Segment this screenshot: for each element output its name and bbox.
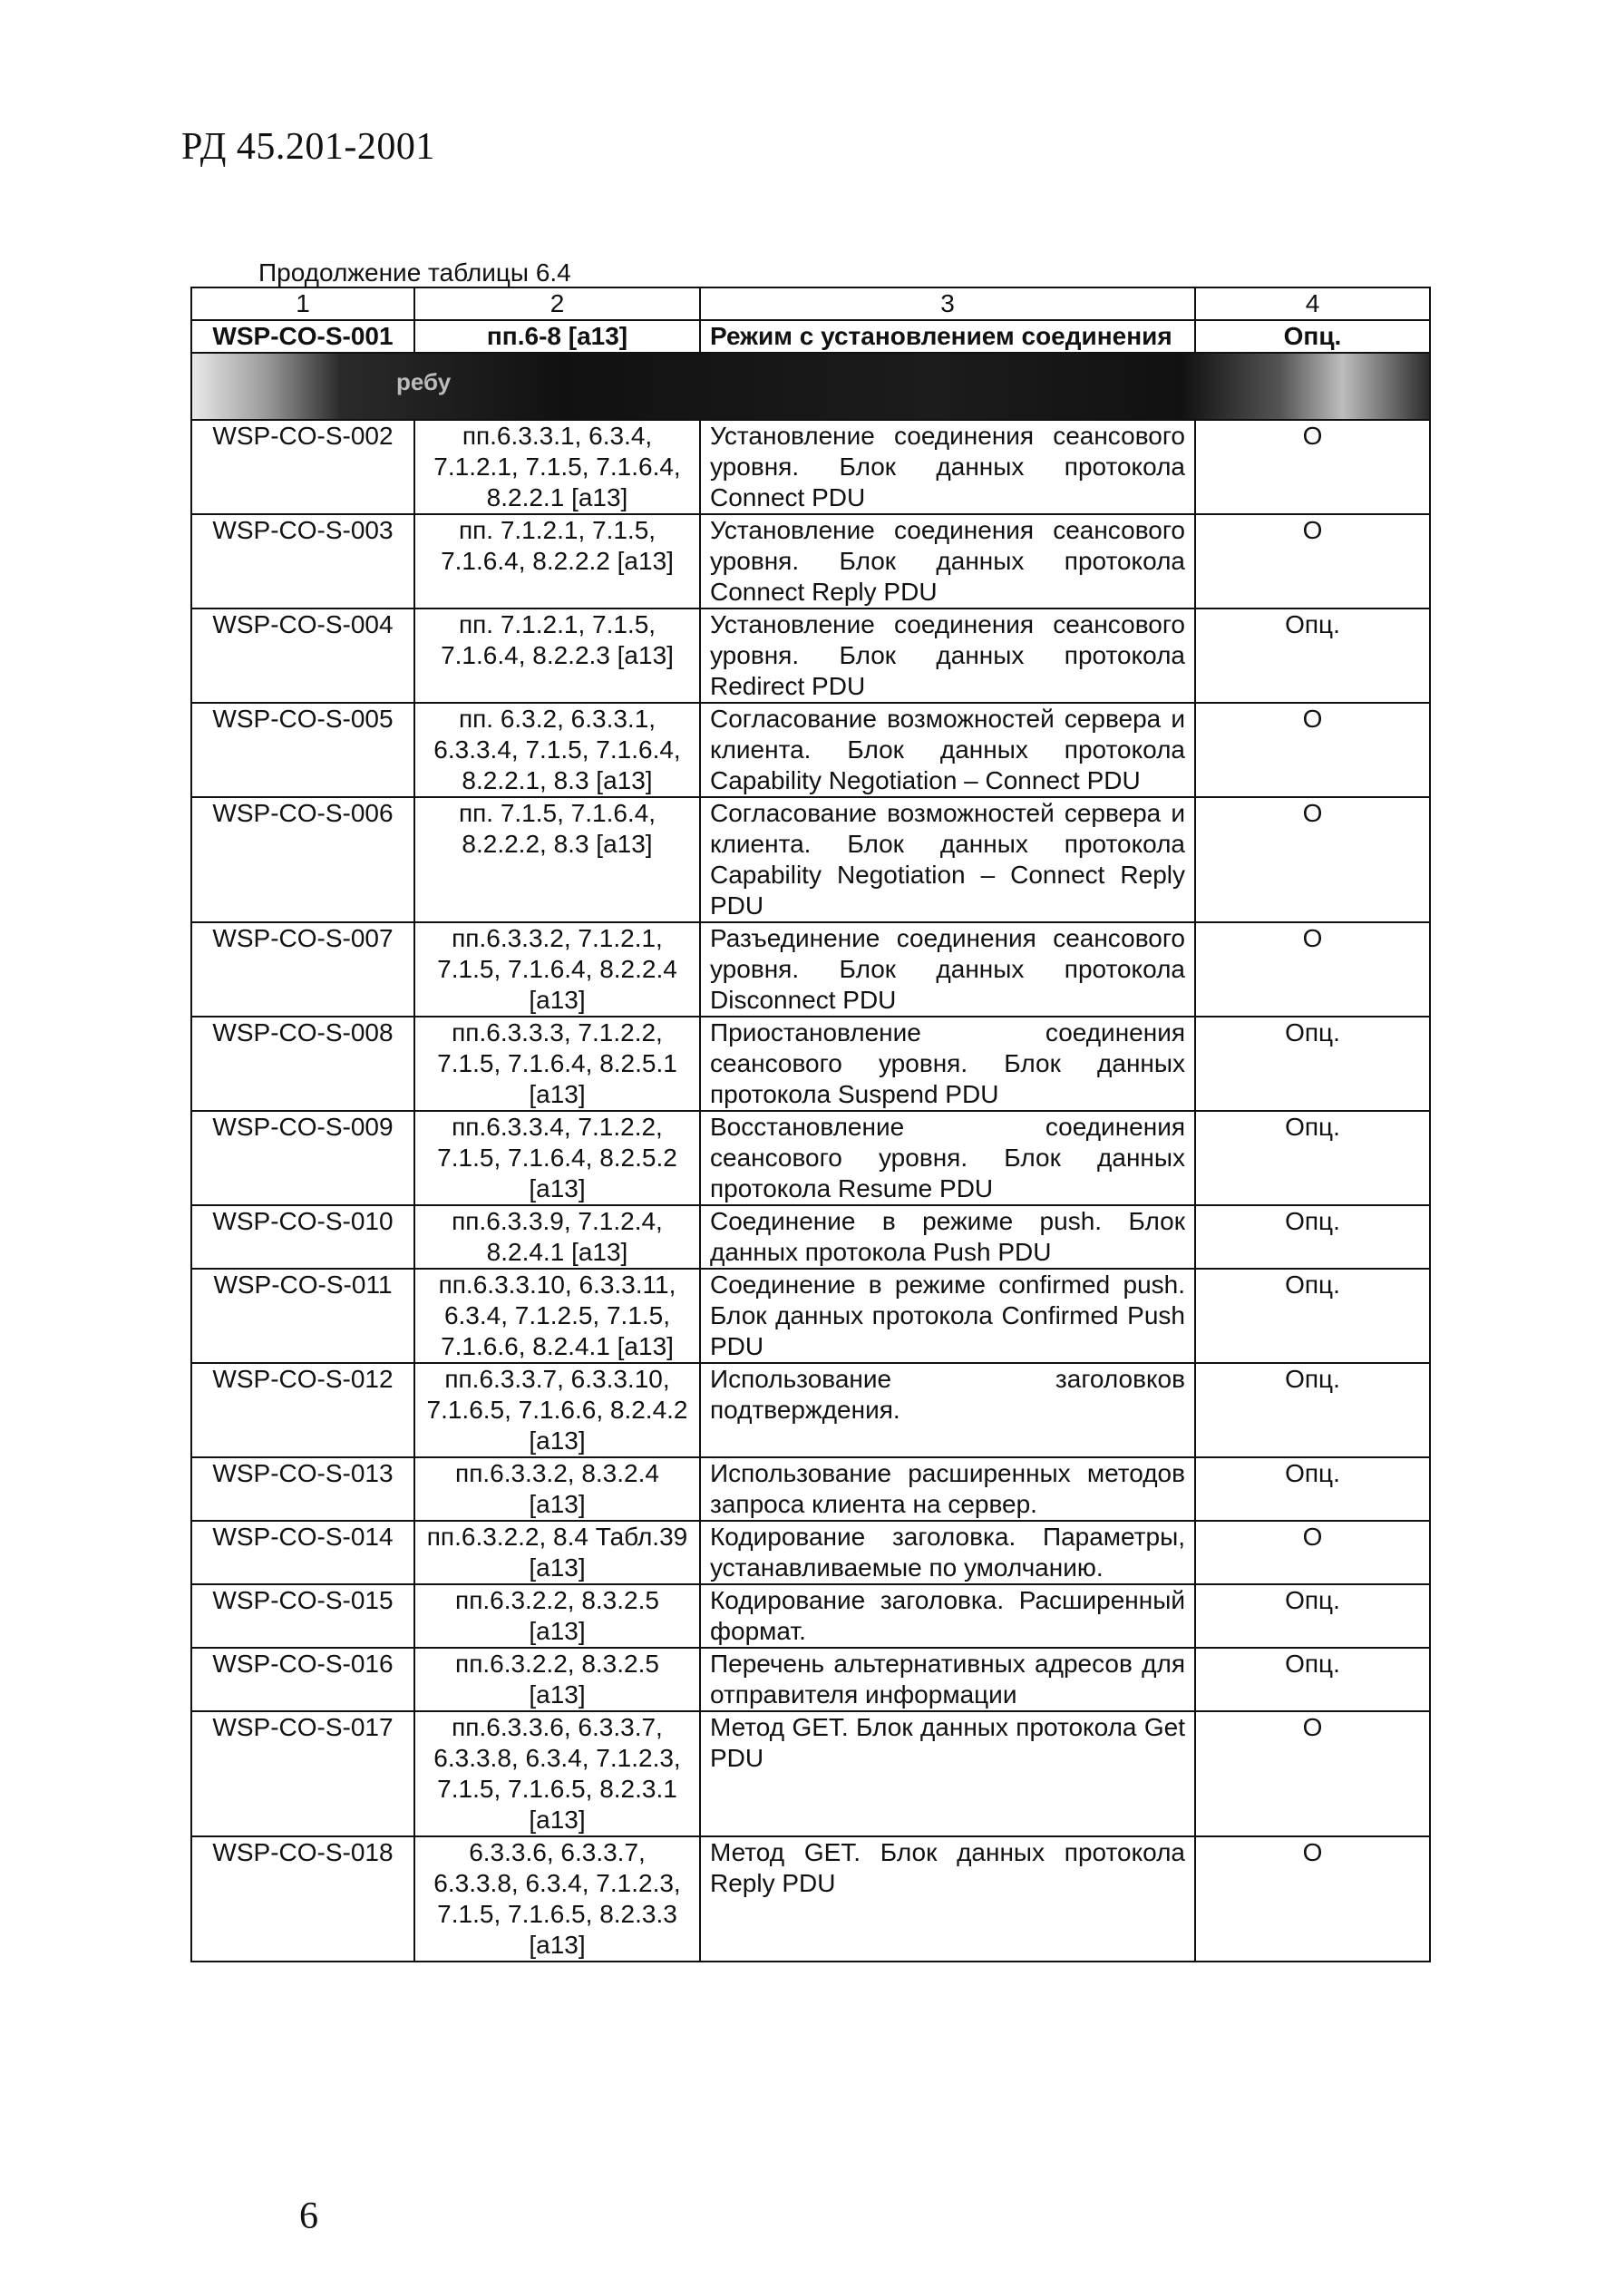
document-number: РД 45.201-2001 xyxy=(181,126,435,168)
column-number: 3 xyxy=(700,287,1195,320)
requirement-id: WSP-CO-S-001 xyxy=(191,320,414,353)
description-cell: Соединение в режиме confirmed push. Блок данных протокола Confirmed Push PDU xyxy=(700,1269,1195,1363)
description-cell: Кодирование заголовка. Расширенный формат. xyxy=(700,1584,1195,1648)
requirement-id: WSP-CO-S-011 xyxy=(191,1269,414,1363)
status-cell: О xyxy=(1195,1836,1430,1962)
status-cell: Опц. xyxy=(1195,1205,1430,1269)
description-cell: Согласование возможностей сервера и клиента. Блок данных протокола Capability Negotiation – Connect Reply PDU xyxy=(700,797,1195,922)
description-cell: Перечень альтернативных адресов для отправителя информации xyxy=(700,1648,1195,1711)
description-cell: Согласование возможностей сервера и клиента. Блок данных протокола Capability Negotiation – Connect PDU xyxy=(700,703,1195,797)
obscured-band-text: ребу xyxy=(396,368,452,395)
reference-cell: пп. 7.1.2.1, 7.1.5, 7.1.6.4, 8.2.2.2 [a13] xyxy=(414,514,700,609)
status-cell: О xyxy=(1195,514,1430,609)
description-cell: Метод GET. Блок данных протокола Get PDU xyxy=(700,1711,1195,1836)
table-row xyxy=(191,609,1430,703)
requirement-id: WSP-CO-S-012 xyxy=(191,1363,414,1457)
table-row xyxy=(191,1521,1430,1584)
column-number: 4 xyxy=(1195,287,1430,320)
reference-cell: пп.6.3.2.2, 8.3.2.5 [a13] xyxy=(414,1648,700,1711)
table-row xyxy=(191,1363,1430,1457)
description-cell: Кодирование заголовка. Параметры, устанавливаемые по умолчанию. xyxy=(700,1521,1195,1584)
column-number-row xyxy=(191,287,1430,320)
requirement-id: WSP-CO-S-008 xyxy=(191,1017,414,1111)
status-cell: Опц. xyxy=(1195,1111,1430,1205)
table-row-section-header xyxy=(191,320,1430,353)
obscured-band-cell xyxy=(191,353,1430,420)
reference-cell: пп.6.3.3.2, 7.1.2.1, 7.1.5, 7.1.6.4, 8.2.2.4 [a13] xyxy=(414,922,700,1017)
status-cell: О xyxy=(1195,797,1430,922)
reference-cell: пп.6.3.3.6, 6.3.3.7, 6.3.3.8, 6.3.4, 7.1.2.3, 7.1.5, 7.1.6.5, 8.2.3.1 [a13] xyxy=(414,1711,700,1836)
table-row xyxy=(191,1111,1430,1205)
requirement-id: WSP-CO-S-016 xyxy=(191,1648,414,1711)
description-cell: Соединение в режиме push. Блок данных протокола Push PDU xyxy=(700,1205,1195,1269)
status-cell: Опц. xyxy=(1195,1457,1430,1521)
table-row xyxy=(191,1584,1430,1648)
status-cell: Опц. xyxy=(1195,1584,1430,1648)
requirement-id: WSP-CO-S-009 xyxy=(191,1111,414,1205)
table-row xyxy=(191,514,1430,609)
table-row xyxy=(191,922,1430,1017)
page-number: 6 xyxy=(299,2196,318,2237)
status-cell: О xyxy=(1195,922,1430,1017)
status-cell: Опц. xyxy=(1195,1648,1430,1711)
reference-cell: пп.6-8 [a13] xyxy=(414,320,700,353)
reference-cell: пп.6.3.2.2, 8.3.2.5 [a13] xyxy=(414,1584,700,1648)
table-row xyxy=(191,797,1430,922)
column-number: 1 xyxy=(191,287,414,320)
description-cell: Установление соединения сеансового уровня. Блок данных протокола Connect Reply PDU xyxy=(700,514,1195,609)
description-cell: Использование заголовков подтверждения. xyxy=(700,1363,1195,1457)
requirement-id: WSP-CO-S-003 xyxy=(191,514,414,609)
requirement-id: WSP-CO-S-017 xyxy=(191,1711,414,1836)
reference-cell: пп.6.3.3.1, 6.3.4, 7.1.2.1, 7.1.5, 7.1.6.4, 8.2.2.1 [a13] xyxy=(414,420,700,514)
description-cell: Установление соединения сеансового уровня. Блок данных протокола Connect PDU xyxy=(700,420,1195,514)
table-row xyxy=(191,1836,1430,1962)
table-row xyxy=(191,703,1430,797)
reference-cell: пп.6.3.3.2, 8.3.2.4 [a13] xyxy=(414,1457,700,1521)
reference-cell: пп.6.3.3.7, 6.3.3.10, 7.1.6.5, 7.1.6.6, 8.2.4.2 [a13] xyxy=(414,1363,700,1457)
description-cell: Использование расширенных методов запроса клиента на сервер. xyxy=(700,1457,1195,1521)
status-cell: Опц. xyxy=(1195,609,1430,703)
requirement-id: WSP-CO-S-006 xyxy=(191,797,414,922)
table-row xyxy=(191,1205,1430,1269)
table-row xyxy=(191,1457,1430,1521)
description-cell: Установление соединения сеансового уровня. Блок данных протокола Redirect PDU xyxy=(700,609,1195,703)
reference-cell: пп.6.3.3.3, 7.1.2.2, 7.1.5, 7.1.6.4, 8.2.5.1 [a13] xyxy=(414,1017,700,1111)
requirement-id: WSP-CO-S-002 xyxy=(191,420,414,514)
requirement-id: WSP-CO-S-015 xyxy=(191,1584,414,1648)
requirement-id: WSP-CO-S-018 xyxy=(191,1836,414,1962)
status-cell: Опц. xyxy=(1195,1363,1430,1457)
column-number: 2 xyxy=(414,287,700,320)
requirement-id: WSP-CO-S-007 xyxy=(191,922,414,1017)
description-cell: Приостановление соединения сеансового уровня. Блок данных протокола Suspend PDU xyxy=(700,1017,1195,1111)
reference-cell: пп. 7.1.2.1, 7.1.5, 7.1.6.4, 8.2.2.3 [a13] xyxy=(414,609,700,703)
status-cell: О xyxy=(1195,1711,1430,1836)
description-cell: Режим с установлением соединения xyxy=(700,320,1195,353)
reference-cell: пп.6.3.3.4, 7.1.2.2, 7.1.5, 7.1.6.4, 8.2.5.2 [a13] xyxy=(414,1111,700,1205)
table-caption: Продолжение таблицы 6.4 xyxy=(258,258,571,287)
reference-cell: пп.6.3.3.10, 6.3.3.11, 6.3.4, 7.1.2.5, 7.1.5, 7.1.6.6, 8.2.4.1 [a13] xyxy=(414,1269,700,1363)
requirement-id: WSP-CO-S-004 xyxy=(191,609,414,703)
status-cell: Опц. xyxy=(1195,320,1430,353)
reference-cell: 6.3.3.6, 6.3.3.7, 6.3.3.8, 6.3.4, 7.1.2.3, 7.1.5, 7.1.6.5, 8.2.3.3 [a13] xyxy=(414,1836,700,1962)
description-cell: Метод GET. Блок данных протокола Reply PDU xyxy=(700,1836,1195,1962)
description-cell: Разъединение соединения сеансового уровня. Блок данных протокола Disconnect PDU xyxy=(700,922,1195,1017)
status-cell: О xyxy=(1195,703,1430,797)
requirement-id: WSP-CO-S-005 xyxy=(191,703,414,797)
reference-cell: пп. 6.3.2, 6.3.3.1, 6.3.3.4, 7.1.5, 7.1.6.4, 8.2.2.1, 8.3 [a13] xyxy=(414,703,700,797)
obscured-scan-band xyxy=(191,353,1430,420)
table-row xyxy=(191,1711,1430,1836)
reference-cell: пп.6.3.2.2, 8.4 Табл.39 [a13] xyxy=(414,1521,700,1584)
reference-cell: пп. 7.1.5, 7.1.6.4, 8.2.2.2, 8.3 [a13] xyxy=(414,797,700,922)
table-row xyxy=(191,1269,1430,1363)
status-cell: Опц. xyxy=(1195,1017,1430,1111)
specification-table xyxy=(190,287,1431,1962)
reference-cell: пп.6.3.3.9, 7.1.2.4, 8.2.4.1 [a13] xyxy=(414,1205,700,1269)
table-row xyxy=(191,1648,1430,1711)
requirement-id: WSP-CO-S-013 xyxy=(191,1457,414,1521)
requirement-id: WSP-CO-S-010 xyxy=(191,1205,414,1269)
status-cell: О xyxy=(1195,420,1430,514)
requirement-id: WSP-CO-S-014 xyxy=(191,1521,414,1584)
description-cell: Восстановление соединения сеансового уровня. Блок данных протокола Resume PDU xyxy=(700,1111,1195,1205)
table-row xyxy=(191,420,1430,514)
status-cell: О xyxy=(1195,1521,1430,1584)
status-cell: Опц. xyxy=(1195,1269,1430,1363)
table-row xyxy=(191,1017,1430,1111)
